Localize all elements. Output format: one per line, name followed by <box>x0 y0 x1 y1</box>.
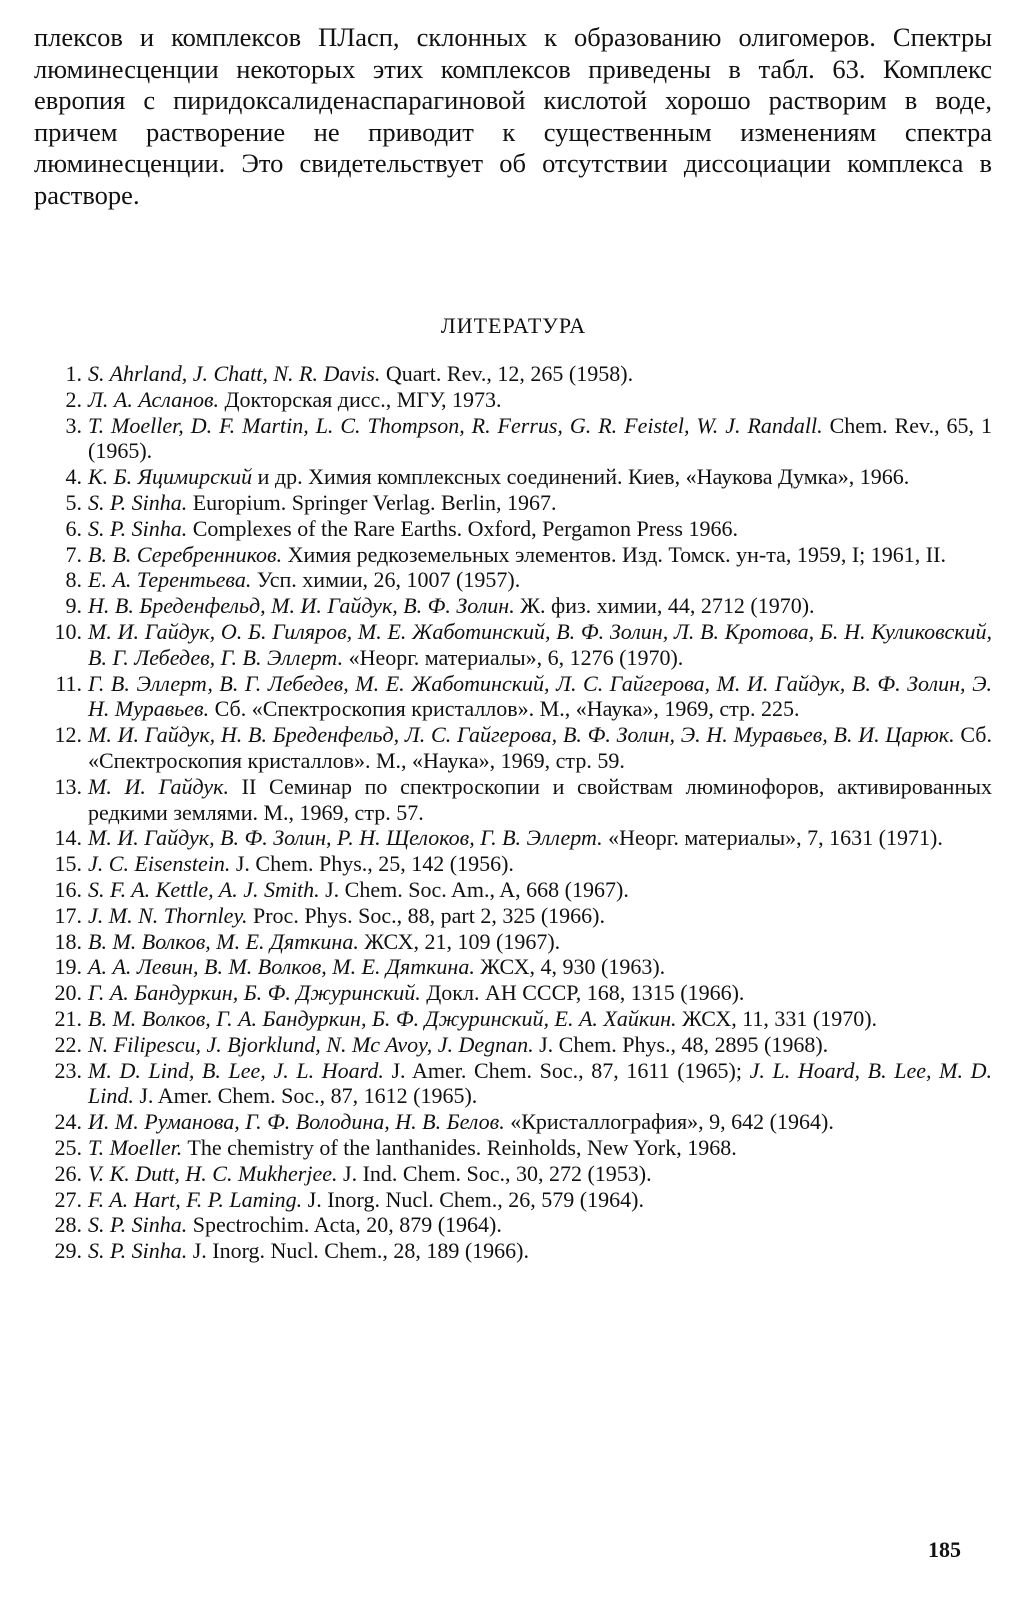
reference-number: 29. <box>54 1238 82 1264</box>
reference-text <box>88 464 992 490</box>
reference-text <box>88 671 992 723</box>
reference-authors: Л. А. Асланов. <box>88 386 220 412</box>
reference-item <box>34 1238 992 1264</box>
reference-text <box>88 490 992 516</box>
reference-text <box>88 1109 992 1135</box>
reference-number: 7. <box>65 541 82 567</box>
reference-item <box>34 903 992 929</box>
reference-source: J. Amer. Chem. Soc., 87, 1612 (1965). <box>133 1083 478 1109</box>
reference-item <box>34 619 992 671</box>
reference-text <box>88 825 992 851</box>
reference-source: J. Amer. Chem. Soc., 87, 1611 (1965); <box>383 1057 742 1083</box>
reference-number: 2. <box>65 386 82 412</box>
reference-text <box>88 593 992 619</box>
reference-text <box>88 567 992 593</box>
reference-source: J. Inorg. Nucl. Chem., 26, 579 (1964). <box>302 1186 644 1212</box>
reference-item <box>34 980 992 1006</box>
reference-item <box>34 851 992 877</box>
reference-authors: T. Moeller, D. F. Martin, L. C. Thompson, R. Ferrus, G. R. Feistel, W. J. Randall. <box>88 412 823 438</box>
reference-source: Сб. «Спектроскопия кристаллов». М., «Наука», 1969, стр. 59. <box>88 722 992 773</box>
reference-item <box>34 490 992 516</box>
reference-authors: В. М. Волков, М. Е. Дяткина. <box>88 928 359 954</box>
reference-number: 6. <box>65 515 82 541</box>
intro-paragraph: плексов и комплексов ПЛасп, склонных к образованию олигомеров. Спектры люминесценции некоторых этих комплексов приведены в табл. 63. Комплекс европия с пиридоксалиденаспарагиновой кислотой хорошо растворим в воде, причем растворение не приводит к существенным изменениям спектра люминесценции. Это свидетельствует об отсутствии диссоциации комплекса в растворе. <box>34 22 992 210</box>
reference-authors: В. В. Серебренников. <box>88 541 283 567</box>
reference-source: The chemistry of the lanthanides. Reinholds, New York, 1968. <box>182 1134 737 1160</box>
reference-item <box>34 516 992 542</box>
reference-item <box>34 877 992 903</box>
reference-authors: М. И. Гайдук, В. Ф. Золин, Р. Н. Щелоков, Г. В. Эллерт. <box>88 825 603 851</box>
reference-number: 16. <box>54 876 82 902</box>
reference-item <box>34 1006 992 1032</box>
reference-number: 13. <box>54 773 82 799</box>
reference-item <box>34 542 992 568</box>
reference-number: 26. <box>54 1160 82 1186</box>
reference-text <box>88 619 992 671</box>
reference-item <box>34 929 992 955</box>
reference-authors: М. И. Гайдук, О. Б. Гиляров, М. Е. Жаботинский, В. Ф. Золин, Л. В. Кротова, Б. Н. Куликовский, В. Г. Лебедев, Г. В. Эллерт. <box>88 618 992 670</box>
reference-authors: Г. А. Бандуркин, Б. Ф. Джуринский. <box>88 980 421 1006</box>
reference-item <box>34 593 992 619</box>
reference-authors: V. K. Dutt, H. C. Mukherjee. <box>88 1160 338 1186</box>
reference-text <box>88 1212 992 1238</box>
reference-item <box>34 774 992 826</box>
reference-authors: А. А. Левин, В. М. Волков, М. Е. Дяткина. <box>88 954 475 980</box>
reference-authors: S. Ahrland, J. Chatt, N. R. Davis. <box>88 361 381 386</box>
reference-item <box>34 361 992 387</box>
references-list <box>34 361 992 1264</box>
reference-authors: J. C. Eisenstein. <box>88 851 231 877</box>
reference-number: 14. <box>54 825 82 851</box>
reference-source: Сб. «Спектроскопия кристаллов». М., «Наука», 1969, стр. 225. <box>209 696 800 722</box>
reference-source: Химия редкоземельных элементов. Изд. Томск. ун-та, 1959, I; 1961, II. <box>282 541 946 567</box>
reference-authors: Е. А. Терентьева. <box>88 567 252 593</box>
reference-text <box>88 542 992 568</box>
reference-number: 21. <box>54 1005 82 1031</box>
reference-item <box>34 1187 992 1213</box>
reference-text <box>88 1135 992 1161</box>
reference-source: J. Inorg. Nucl. Chem., 28, 189 (1966). <box>187 1238 530 1264</box>
reference-number: 5. <box>65 489 82 515</box>
reference-number: 4. <box>65 464 82 490</box>
reference-authors: S. P. Sinha. <box>88 1212 188 1238</box>
reference-source: J. Ind. Chem. Soc., 30, 272 (1953). <box>337 1160 652 1186</box>
page-number: 185 <box>928 1537 961 1562</box>
reference-number: 11. <box>55 670 82 696</box>
reference-item <box>34 671 992 723</box>
reference-number: 19. <box>54 954 82 980</box>
reference-source: J. Chem. Soc. Am., A, 668 (1967). <box>319 876 629 902</box>
reference-text <box>88 929 992 955</box>
reference-item <box>34 954 992 980</box>
reference-number: 22. <box>54 1031 82 1057</box>
reference-number: 8. <box>65 567 82 593</box>
reference-source: и др. Химия комплексных соединений. Киев, «Наукова Думка», 1966. <box>252 464 910 490</box>
reference-number: 18. <box>54 928 82 954</box>
reference-text <box>88 851 992 877</box>
reference-text <box>88 361 992 387</box>
reference-number: 28. <box>54 1212 82 1238</box>
reference-source: II Семинар по спектроскопии и свойствам люминофоров, активированных редкими землями. М., 1969, стр. 57. <box>88 773 992 825</box>
reference-item <box>34 1135 992 1161</box>
reference-number: 15. <box>54 851 82 877</box>
reference-text <box>88 413 992 465</box>
reference-authors: S. P. Sinha. <box>88 1238 188 1264</box>
reference-source: Усп. химии, 26, 1007 (1957). <box>251 567 521 593</box>
reference-source: ЖСХ, 21, 109 (1967). <box>358 928 561 954</box>
reference-source: J. Chem. Phys., 48, 2895 (1968). <box>533 1031 829 1057</box>
reference-text <box>88 1187 992 1213</box>
reference-item <box>34 1058 992 1110</box>
reference-text <box>88 980 992 1006</box>
reference-text <box>88 1032 992 1058</box>
reference-authors: К. Б. Яцимирский <box>88 464 253 490</box>
reference-number: 3. <box>65 412 82 438</box>
reference-source: ЖСХ, 11, 331 (1970). <box>676 1005 878 1031</box>
reference-authors: T. Moeller. <box>88 1134 183 1160</box>
reference-text <box>88 516 992 542</box>
reference-item <box>34 1161 992 1187</box>
reference-authors: М. И. Гайдук. <box>88 773 229 799</box>
reference-source: Europium. Springer Verlag. Berlin, 1967. <box>187 489 557 515</box>
reference-source: Chem. Rev., 65, 1 (1965). <box>88 412 992 464</box>
reference-source: Ж. физ. химии, 44, 2712 (1970). <box>514 593 815 619</box>
reference-item <box>34 464 992 490</box>
reference-number: 17. <box>54 902 82 928</box>
reference-authors: M. D. Lind, B. Lee, J. L. Hoard. <box>88 1057 384 1083</box>
reference-item <box>34 413 992 465</box>
reference-authors: N. Filipescu, J. Bjorklund, N. Mc Avoy, J. Degnan. <box>88 1031 534 1057</box>
reference-source: Spectrochim. Acta, 20, 879 (1964). <box>187 1212 502 1238</box>
reference-item <box>34 1032 992 1058</box>
reference-authors: В. М. Волков, Г. А. Бандуркин, Б. Ф. Джуринский, Е. А. Хайкин. <box>88 1005 677 1031</box>
reference-text <box>88 954 992 980</box>
reference-text <box>88 1006 992 1032</box>
reference-source: Докторская дисс., МГУ, 1973. <box>219 386 502 412</box>
reference-item <box>34 1212 992 1238</box>
reference-item <box>34 387 992 413</box>
reference-source: «Кристаллография», 9, 642 (1964). <box>504 1109 834 1135</box>
reference-source: J. Chem. Phys., 25, 142 (1956). <box>230 851 514 877</box>
reference-item <box>34 722 992 774</box>
reference-authors: S. P. Sinha. <box>88 489 188 515</box>
reference-authors: Г. В. Эллерт, В. Г. Лебедев, М. Е. Жаботинский, Л. С. Гайгерова, М. И. Гайдук, В. Ф. Золин, Э. Н. Муравьев. <box>88 670 992 722</box>
reference-source: ЖСХ, 4, 930 (1963). <box>474 954 666 980</box>
reference-source: Quart. Rev., 12, 265 (1958). <box>380 361 634 386</box>
reference-text <box>88 1238 992 1264</box>
reference-text <box>88 722 992 774</box>
reference-text <box>88 387 992 413</box>
reference-number: 27. <box>54 1186 82 1212</box>
reference-number: 20. <box>54 980 82 1006</box>
reference-authors: J. M. N. Thornley. <box>88 902 248 928</box>
reference-authors: М. И. Гайдук, Н. В. Бреденфельд, Л. С. Гайгерова, В. Ф. Золин, Э. Н. Муравьев, В. И. Царюк. <box>88 722 955 748</box>
reference-source: «Неорг. материалы», 6, 1276 (1970). <box>343 644 684 670</box>
reference-authors: И. М. Руманова, Г. Ф. Володина, Н. В. Белов. <box>88 1109 505 1135</box>
reference-source: Complexes of the Rare Earths. Oxford, Pergamon Press 1966. <box>187 515 738 541</box>
reference-authors: S. P. Sinha. <box>88 515 188 541</box>
references-heading: ЛИТЕРАТУРА <box>440 313 587 338</box>
reference-text <box>88 877 992 903</box>
reference-number: 23. <box>54 1057 82 1083</box>
reference-source: Proc. Phys. Soc., 88, part 2, 325 (1966). <box>247 902 605 928</box>
reference-item <box>34 567 992 593</box>
reference-item <box>34 825 992 851</box>
reference-text <box>88 1161 992 1187</box>
reference-authors: S. F. A. Kettle, A. J. Smith. <box>88 876 320 902</box>
reference-source: «Неорг. материалы», 7, 1631 (1971). <box>602 825 943 851</box>
reference-text <box>88 774 992 826</box>
reference-number: 10. <box>54 618 82 644</box>
reference-text <box>88 903 992 929</box>
reference-item <box>34 1109 992 1135</box>
reference-number: 12. <box>54 722 82 748</box>
reference-authors: Н. В. Бреденфельд, М. И. Гайдук, В. Ф. Золин. <box>88 593 515 619</box>
reference-authors: J. L. Hoard, B. Lee, M. D. Lind. <box>88 1057 992 1109</box>
reference-source: Докл. АН СССР, 168, 1315 (1966). <box>420 980 745 1006</box>
reference-text <box>88 1058 992 1110</box>
reference-number: 9. <box>65 593 82 619</box>
reference-number: 1. <box>65 361 82 386</box>
reference-number: 24. <box>54 1109 82 1135</box>
reference-authors: F. A. Hart, F. P. Laming. <box>88 1186 303 1212</box>
reference-number: 25. <box>54 1134 82 1160</box>
